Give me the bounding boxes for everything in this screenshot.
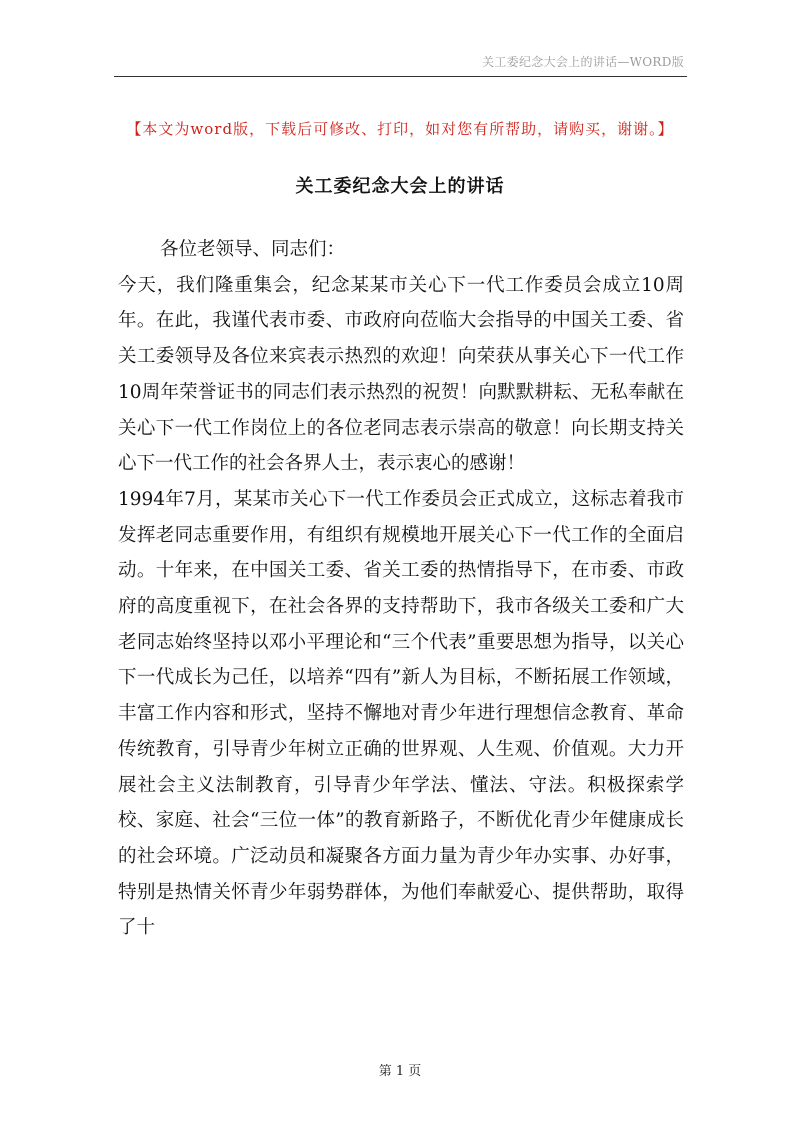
purchase-notice: 【本文为word版，下载后可修改、打印，如对您有所帮助，请购买，谢谢。】	[126, 120, 674, 138]
paragraph: 今天，我们隆重集会，纪念某某市关心下一代工作委员会成立10周年。在此，我谨代表市委、市政府向莅临大会指导的中国关工委、省关工委领导及各位来宾表示热烈的欢迎！向荣获从事关心下一代工作10周年荣誉证书的同志们表示热烈的祝贺！向默默耕耘、无私奉献在关心下一代工作岗位上的各位老同志表示崇高的敬意！向长期支持关心下一代工作的社会各界人士，表示衷心的感谢！	[118, 274, 684, 475]
running-header-title: 关工委纪念大会上的讲话—WORD版	[482, 55, 684, 69]
document-body	[118, 232, 684, 946]
header-divider	[114, 76, 687, 77]
page-number: 第 1 页	[378, 1064, 422, 1079]
salutation: 各位老领导、同志们：	[160, 239, 346, 260]
paragraph: 1994年7月，某某市关心下一代工作委员会正式成立，这标志着我市发挥老同志重要作用，有组织有规模地开展关心下一代工作的全面启动。十年来，在中国关工委、省关工委的热情指导下，在市委、市政府的高度重视下，在社会各界的支持帮助下，我市各级关工委和广大老同志始终坚持以邓小平理论和“三个代表”重要思想为指导，以关心下一代成长为己任，以培养“四有”新人为目标，不断拓展工作领域，丰富工作内容和形式，坚持不懈地对青少年进行理想信念教育、革命传统教育，引导青少年树立正确的世界观、人生观、价值观。大力开展社会主义法制教育，引导青少年学法、懂法、守法。积极探索学校、家庭、社会“三位一体”的教育新路子，不断优化青少年健康成长的社会环境。广泛动员和凝聚各方面力量为青少年办实事、办好事，特别是热情关怀青少年弱势群体，为他们奉献爱心、提供帮助，取得了十	[118, 488, 684, 939]
document-title: 关工委纪念大会上的讲话	[295, 176, 505, 197]
